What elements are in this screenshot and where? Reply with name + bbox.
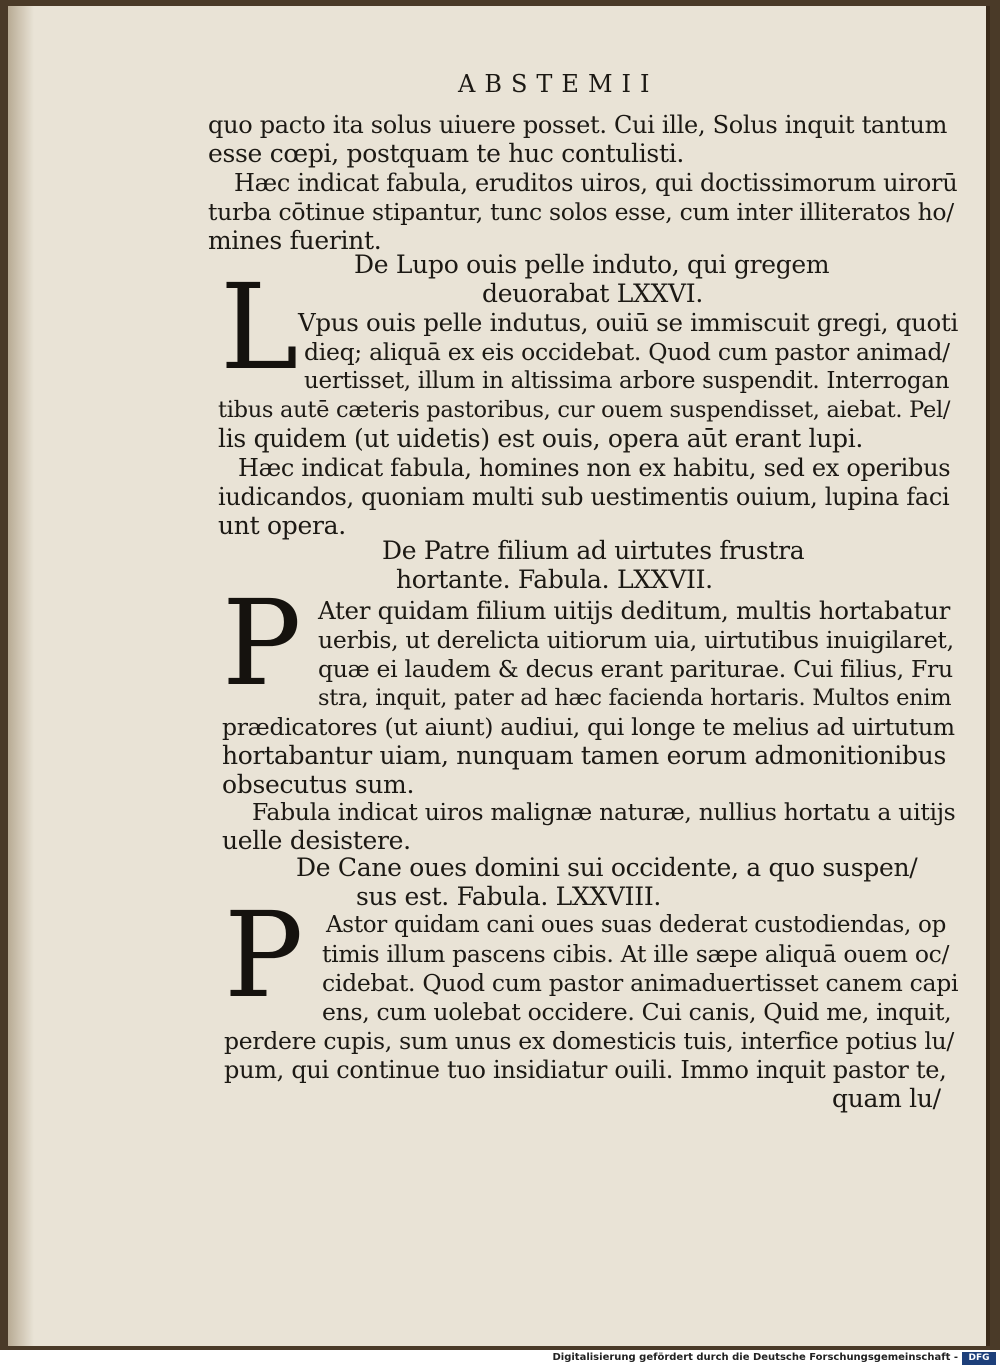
drop-cap-l: L — [220, 258, 299, 396]
catchword: quam lu/ — [832, 1084, 941, 1113]
text-line: ens, cum uolebat occidere. Cui canis, Quid me, inquit, — [322, 998, 952, 1026]
book-page — [8, 6, 990, 1346]
text-line: quæ ei laudem & decus erant pariturae. Cui filius, Fru — [318, 655, 953, 683]
text-line: Hæc indicat fabula, eruditos uiros, qui doctissimorum uirorū — [234, 169, 958, 197]
text-line: unt opera. — [218, 511, 346, 540]
text-line: prædicatores (ut aiunt) audiui, qui longe te melius ad uirtutum — [222, 713, 955, 741]
section-heading: De Lupo ouis pelle induto, qui gregem — [354, 250, 830, 279]
funding-credit: Digitalisierung gefördert durch die Deutsche Forschungsgemeinschaft - — [552, 1352, 958, 1363]
text-line: perdere cupis, sum unus ex domesticis tuis, interfice potius lu/ — [224, 1027, 954, 1055]
text-line: Fabula indicat uiros malignæ naturæ, nullius hortatu a uitijs — [252, 798, 956, 826]
text-line: turba cōtinue stipantur, tunc solos esse, cum inter illiteratos ho/ — [208, 198, 954, 226]
text-line: Vpus ouis pelle indutus, ouiū se immiscuit gregi, quoti — [298, 308, 959, 337]
dfg-logo: DFG — [962, 1352, 996, 1365]
section-heading: De Patre filium ad uirtutes frustra — [382, 536, 805, 565]
drop-cap-p: P — [224, 886, 304, 1024]
text-line: lis quidem (ut uidetis) est ouis, opera aūt erant lupi. — [218, 424, 864, 453]
text-line: mines fuerint. — [208, 226, 382, 255]
text-line: Hæc indicat fabula, homines non ex habitu, sed ex operibus — [238, 454, 951, 482]
text-line: iudicandos, quoniam multi sub uestimentis ouium, lupina faci — [218, 483, 950, 511]
text-line: quo pacto ita solus uiuere posset. Cui ille, Solus inquit tantum — [208, 111, 948, 139]
text-line: Astor quidam cani oues suas dederat custodiendas, op — [326, 912, 947, 938]
section-heading: sus est. Fabula. LXXVIII. — [356, 882, 662, 911]
digitization-footer — [0, 1350, 1000, 1368]
text-line: timis illum pascens cibis. At ille sæpe aliquā ouem oc/ — [322, 940, 950, 968]
text-line: cidebat. Quod cum pastor animaduertisset canem capi — [322, 969, 959, 997]
text-line: esse cœpi, postquam te huc contulisti. — [208, 139, 685, 168]
page-text — [8, 6, 990, 1346]
section-heading: hortante. Fabula. LXXVII. — [396, 565, 713, 594]
drop-cap-p: P — [222, 574, 302, 712]
section-heading: De Cane oues domini sui occidente, a quo suspen/ — [296, 853, 918, 882]
text-line: hortabantur uiam, nunquam tamen eorum admonitionibus — [222, 741, 947, 770]
text-line: Ater quidam filium uitijs deditum, multis hortabatur — [318, 596, 951, 625]
text-line: uelle desistere. — [222, 826, 411, 855]
running-head: ABSTEMII — [458, 70, 659, 98]
section-heading: deuorabat LXXVI. — [482, 279, 703, 308]
text-line: stra, inquit, pater ad hæc facienda hortaris. Multos enim — [318, 685, 952, 711]
text-line: pum, qui continue tuo insidiatur ouili. Immo inquit pastor te, — [224, 1056, 947, 1084]
text-line: tibus autē cæteris pastoribus, cur ouem suspendisset, aiebat. Pel/ — [218, 397, 951, 423]
text-line: dieq; aliquā ex eis occidebat. Quod cum pastor animad/ — [304, 338, 950, 366]
text-line: obsecutus sum. — [222, 770, 415, 799]
text-line: uertisset, illum in altissima arbore suspendit. Interrogan — [304, 368, 950, 394]
text-line: uerbis, ut derelicta uitiorum uia, uirtutibus inuigilaret, — [318, 626, 954, 654]
